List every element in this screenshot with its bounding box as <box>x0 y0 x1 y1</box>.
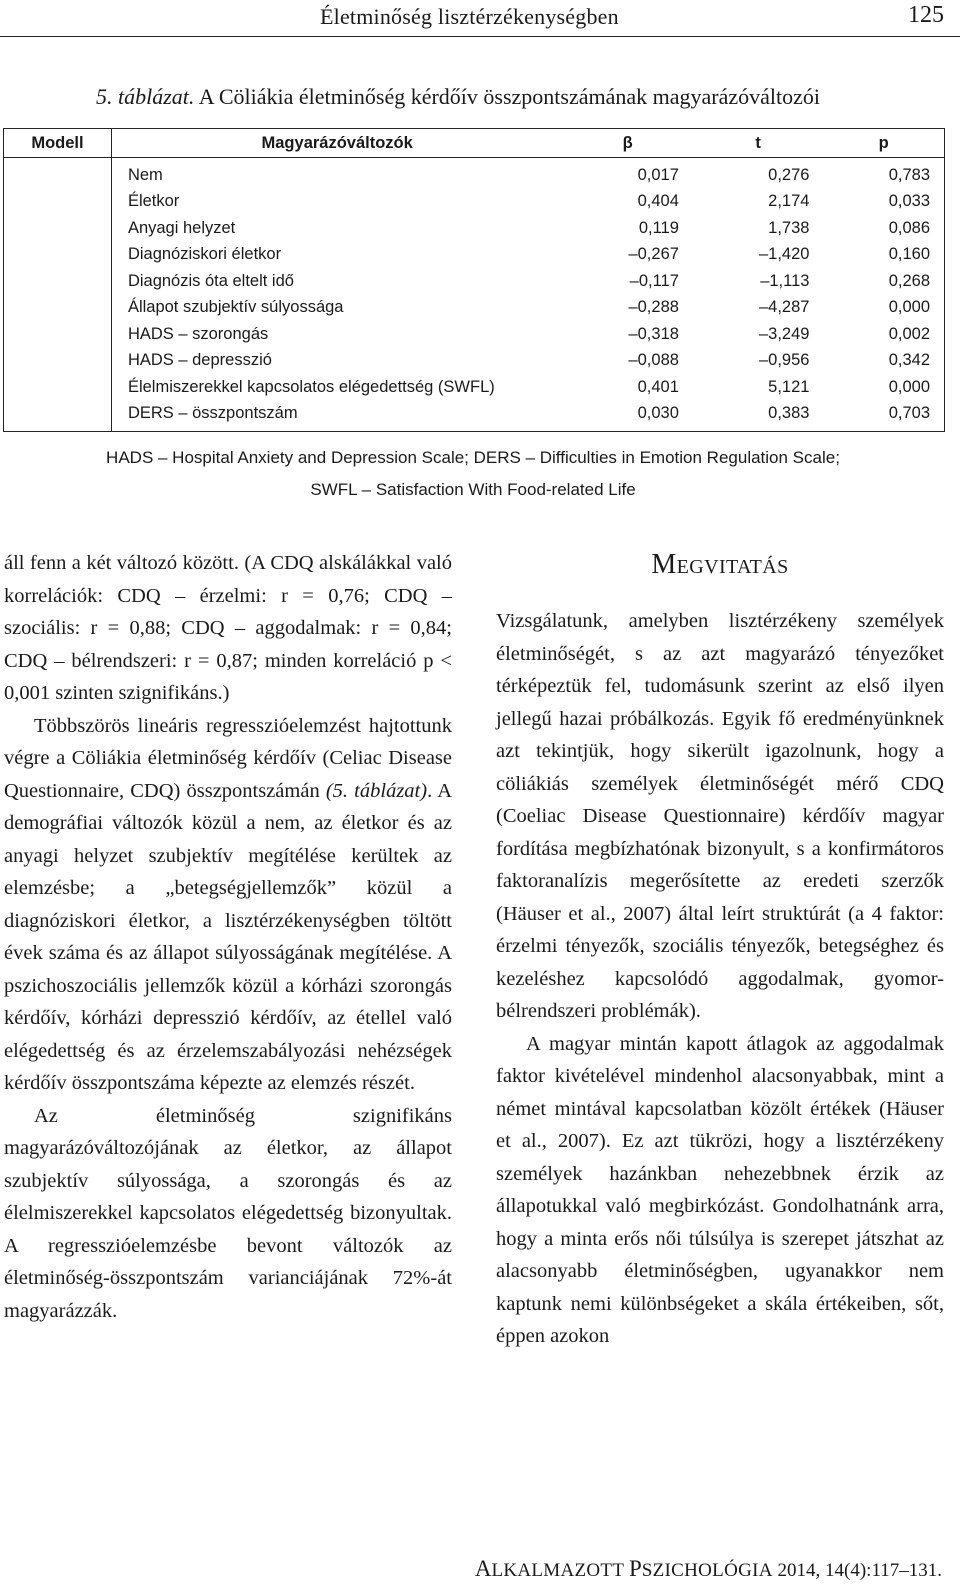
right-text-column <box>496 547 944 1353</box>
p-cell: 0,342 <box>888 351 930 370</box>
section-heading-initial: M <box>651 549 677 580</box>
p-cell: 0,783 <box>888 165 930 184</box>
p-cell: 0,703 <box>888 404 930 423</box>
journal-citation: 2014, 14(4):117–131. <box>772 1560 942 1581</box>
running-header <box>0 0 960 37</box>
model-cell <box>4 401 112 432</box>
variable-cell: Életkor <box>127 192 180 211</box>
table-row <box>4 242 945 269</box>
column-header-variables: Magyarázóváltozók <box>111 129 562 158</box>
beta-cell: 0,119 <box>638 218 679 237</box>
p-cell: 0,268 <box>888 271 930 290</box>
journal-initial-1: A <box>474 1556 492 1581</box>
journal-initial-2: P <box>628 1556 642 1581</box>
t-cell: –3,249 <box>758 324 810 343</box>
column-header-p: p <box>823 129 944 158</box>
journal-name-part-2: SZICHOLÓGIA <box>641 1560 773 1581</box>
section-heading-discussion <box>496 547 944 585</box>
table-caption <box>96 84 820 110</box>
model-cell <box>4 189 112 216</box>
regression-table <box>3 128 945 432</box>
beta-cell: –0,117 <box>629 271 679 290</box>
variable-cell: DERS – összpontszám <box>127 404 298 423</box>
table-row <box>4 158 945 189</box>
p-cell: 0,002 <box>888 324 930 343</box>
variable-cell: HADS – szorongás <box>127 324 269 343</box>
table-footnote-line-2: SWFL – Satisfaction With Food-related Life <box>310 480 636 499</box>
model-cell <box>4 158 112 189</box>
paragraph-discussion-1: Vizsgálatunk, amelyben lisztérzékeny személyek életminőségét, s az azt magyarázó tényezőket térképeztük fel, tudomásunk szerint az első ilyen jellegű hazai próbálkozás. Egyik fő eredményünknek azt tekintjük, hogy sikerült igazolnunk, hogy a cöliákiás személyek életminőségét mérő CDQ (Coeliac Disease Questionnaire) kérdőív magyar fordítása megbízhatónak bizonyult, s a konfirmátoros faktoranalízis megerősítette az eredeti szerzők (Häuser et al., 2007) által leírt struktúrát (a 4 faktor: érzelmi tényezők, szociális tényezők, betegséghez és kezeléshez kapcsolódó aggodalmak, gyomor-bélrendszeri problémák). <box>496 610 944 1022</box>
model-cell <box>4 348 112 375</box>
beta-cell: –0,267 <box>628 245 679 264</box>
journal-name-part-1: LKALMAZOTT <box>491 1560 629 1581</box>
table-caption-label: 5. táblázat. <box>96 84 195 109</box>
table-row <box>4 268 945 295</box>
model-cell <box>4 321 112 348</box>
table-reference: (5. táblázat) <box>325 779 428 802</box>
p-cell: 0,086 <box>888 218 930 237</box>
variable-cell: HADS – depresszió <box>127 351 272 370</box>
beta-cell: –0,288 <box>628 298 679 317</box>
table-footnote-line-1: HADS – Hospital Anxiety and Depression Scale; DERS – Difficulties in Emotion Regulation Scale; <box>106 448 840 467</box>
table-footnote <box>0 442 946 506</box>
t-cell: 0,383 <box>768 404 810 423</box>
table-row <box>4 321 945 348</box>
model-cell <box>4 374 112 401</box>
variable-cell: Diagnóziskori életkor <box>127 245 282 264</box>
t-cell: 2,174 <box>768 192 810 211</box>
beta-cell: 0,404 <box>637 192 679 211</box>
table-row <box>4 295 945 322</box>
beta-cell: –0,088 <box>628 351 679 370</box>
paragraph-regression-part-1: Többszörös lineáris regresszióelemzést hajtottunk végre a Cöliákia életminőség kérdőív (Celiac Disease Questionnaire, CDQ) összpontszámán <box>4 714 452 802</box>
beta-cell: –0,318 <box>628 324 679 343</box>
paragraph-predictors: Az életminőség szignifikáns magyarázóváltozójának az életkor, az állapot szubjektív súlyossága, a szorongás és az élelmiszerekkel kapcsolatos elégedettség bizonyultak. A regresszióelemzésbe bevont változók az életminőség-összpontszám varianciájának 72%-át magyarázzák. <box>4 1104 452 1322</box>
page-number: 125 <box>908 2 944 28</box>
journal-footer <box>475 1556 942 1582</box>
table-row <box>4 348 945 375</box>
variable-cell: Állapot szubjektív súlyossága <box>127 298 344 317</box>
paragraph-discussion-2: A magyar mintán kapott átlagok az aggodalmak faktor kivételével mindenhol alacsonyabbak, mint a német mintával kapcsolatban közölt értékek (Häuser et al., 2007). Ez azt tükrözi, hogy a lisztérzékeny személyek hazánkban nehezebbnek érzik az állapotukkal való megbirkózást. Gondolhatnánk arra, hogy a minta erős női túlsúlya is szerepet játszhat az alacsonyabb életminőségben, ugyanakkor nem kaptunk nemi különbségeket a skála értékeiben, sőt, éppen azokon <box>496 1032 944 1347</box>
model-cell <box>4 242 112 269</box>
section-heading-rest: EGVITATÁS <box>676 556 789 578</box>
column-header-model: Modell <box>4 129 112 158</box>
t-cell: 5,121 <box>768 377 810 396</box>
t-cell: –0,956 <box>758 351 810 370</box>
table-row <box>4 189 945 216</box>
paragraph-correlations: áll fenn a két változó között. (A CDQ alskálákkal való korrelációk: CDQ – érzelmi: r = 0,76; CDQ – szociális: r = 0,88; CDQ – aggodalmak: r = 0,84; CDQ – bélrendszeri: r = 0,87; minden korreláció p < 0,001 szinten szignifikáns.) <box>4 552 452 704</box>
variable-cell: Anyagi helyzet <box>127 218 236 237</box>
t-cell: –4,287 <box>758 298 810 317</box>
p-cell: 0,160 <box>888 245 930 264</box>
table-caption-text: A Cöliákia életminőség kérdőív összpontszámának magyarázóváltozói <box>194 84 821 109</box>
model-cell <box>4 295 112 322</box>
t-cell: –1,113 <box>760 271 810 290</box>
p-cell: 0,033 <box>888 192 930 211</box>
column-header-t: t <box>693 129 824 158</box>
variable-cell: Élelmiszerekkel kapcsolatos elégedettség (SWFL) <box>127 377 495 396</box>
table-header-row <box>4 129 945 158</box>
table-row <box>4 374 945 401</box>
p-cell: 0,000 <box>888 377 930 396</box>
p-cell: 0,000 <box>888 298 930 317</box>
t-cell: –1,420 <box>758 245 810 264</box>
model-cell <box>4 215 112 242</box>
variable-cell: Diagnózis óta eltelt idő <box>127 271 294 290</box>
t-cell: 0,276 <box>768 165 810 184</box>
running-title: Életminőség lisztérzékenységben <box>320 4 619 29</box>
table-row <box>4 215 945 242</box>
left-text-column <box>4 547 452 1327</box>
model-cell <box>4 268 112 295</box>
table-row <box>4 401 945 432</box>
beta-cell: 0,030 <box>637 404 679 423</box>
beta-cell: 0,401 <box>637 377 679 396</box>
paragraph-regression <box>4 710 452 1100</box>
paragraph-regression-part-2: . A demográfiai változók közül a nem, az életkor és az anyagi helyzet szubjektív megítélése kerültek az elemzésbe; a „betegségjellemzők” közül a diagnóziskori életkor, a lisztérzékenységben töltött évek száma és az állapot súlyosságának megítélése. A pszichoszociális jellemzők közül a kórházi szorongás kérdőív, kórházi depresszió kérdőív, az étellel való elégedettség és az érzelemszabályozási nehézségek kérdőív összpontszáma képezte az elemzés részét. <box>4 779 453 1094</box>
variable-cell: Nem <box>127 165 163 184</box>
t-cell: 1,738 <box>768 218 810 237</box>
beta-cell: 0,017 <box>637 165 679 184</box>
column-header-beta: β <box>562 129 693 158</box>
